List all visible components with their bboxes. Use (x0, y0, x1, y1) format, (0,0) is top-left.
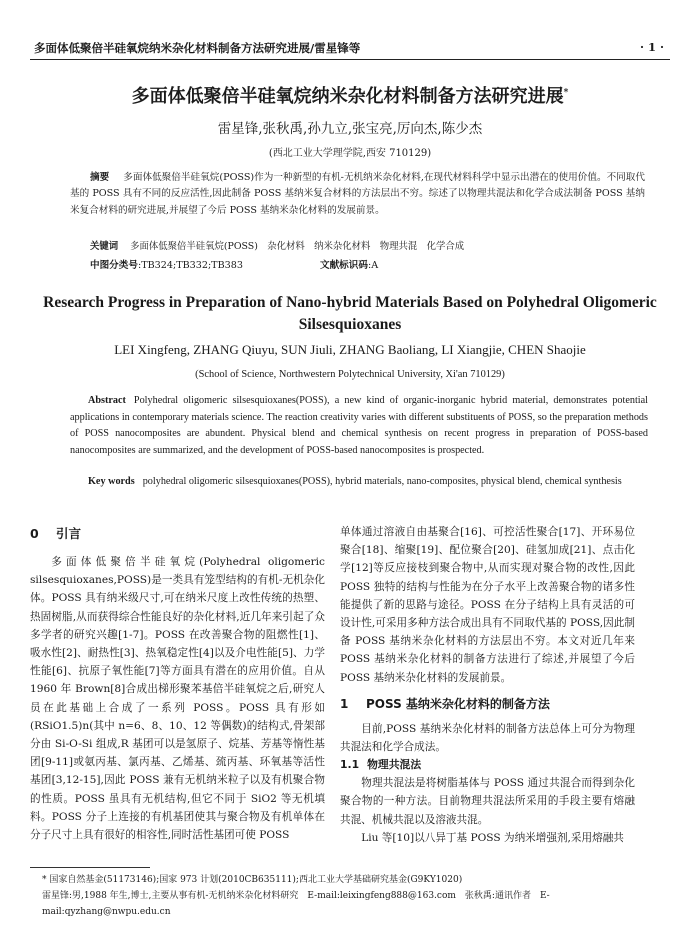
section-0-heading (30, 523, 325, 545)
keywords-cn (90, 238, 650, 252)
section-1-1-paragraph-1: 物理共混法是将树脂基体与 POSS 通过共混合而得到杂化聚合物的一种方法。目前物理共混法所采用的手段主要有熔融共混、机械共混以及溶液共混。 (340, 777, 635, 826)
section-1-title: POSS 基纳米杂化材料的制备方法 (366, 696, 550, 711)
keywords-en (70, 474, 648, 491)
page-number: · 1 · (639, 40, 664, 54)
abstract-en (70, 393, 648, 459)
section-1-1-number: 1.1 (340, 758, 360, 772)
abstract-cn (70, 170, 645, 219)
footnote-funding: * 国家自然基金(51173146);国家 973 计划(2010CB635111);西北工业大学基础研究基金(G9KY1020) (42, 875, 463, 885)
keywords-cn-label: 关键词 (90, 241, 119, 252)
classification-text: :TB324;TB332;TB383 (137, 260, 243, 271)
running-title: 多面体低聚倍半硅氧烷纳米杂化材料制备方法研究进展/雷星锋等 (34, 41, 361, 55)
left-column (30, 523, 325, 844)
section-1-1-title: 物理共混法 (367, 758, 422, 772)
abstract-en-label: Abstract (88, 395, 126, 406)
section-1-heading (340, 694, 635, 714)
affiliation-cn: (西北工业大学理学院,西安 710129) (268, 148, 432, 159)
document-code-text: :A (367, 260, 379, 271)
classification-cn (90, 257, 650, 271)
footnote (30, 872, 670, 920)
section-1-1-paragraph-2: Liu 等[10]以八异丁基 POSS 为纳米增强剂,采用熔融共 (361, 831, 624, 844)
abstract-en-text: Polyhedral oligomeric silsesquioxanes(POSS), a new kind of organic-inorganic hybrid material, demonstrates potential applications in contemporary materials science. The reaction creativity varies with different substituents of POSS, so the preparation methods of POSS nanocomposites are abundent. Physical blend and chemical synthesis on recent progress in preparation of POSS-based nanocomposites are summarized, and the development of POSS-based nanocomposites is prospected. (70, 395, 648, 456)
section-1-1-heading (340, 756, 635, 774)
section-1-number: 1 (340, 696, 349, 711)
authors-cn: 雷星锋,张秋禹,孙九立,张宝亮,厉向杰,陈少杰 (217, 121, 483, 137)
classification-label: 中图分类号 (90, 260, 138, 271)
title-cn (0, 82, 700, 108)
document-code (320, 257, 378, 271)
section-0-paragraph: 多面体低聚倍半硅氧烷(Polyhedral oligomeric silsesquioxanes,POSS)是一类具有笼型结构的有机-无机杂化体。POSS 具有纳米级尺寸,可在纳米尺度上改性传统的热塑、热固树脂,从而获得综合性能良好的杂化材料,近几年来引起了众多学者的研究兴趣[1-7]。POSS 在改善聚合物的阻燃性[1]、吸水性[2]、耐热性[3]、热氧稳定性[4]以及介电性能[5]、力学性能[6]、抗原子氧性能[7]等方面具有潜在的应用价值。自从 1960 年 Brown[8]合成出梯形聚苯基倍半硅氧烷之后,研究人员在此基础上合成了一系列 POSS。POSS 具有形如(RSiO1.5)n(其中 n=6、8、10、12 等偶数)的结构式,骨架部分由 Si-O-Si 组成,R 基团可以是氢原子、烷基、芳基等惰性基团[9-11]或氨丙基、氯丙基、乙烯基、巯丙基、环氧基等活性基团[3,12-15],因此 POSS 兼有无机纳米粒子以及有机聚合物的性质。POSS 虽具有无机结构,但它不同于 SiO2 等无机填料。POSS 分子上连接的有机基团使其与聚合物及有机单体在分子尺寸上具有很好的相容性,同时活性基团可使 POSS (30, 556, 325, 842)
footnote-author-info: 雷星锋:男,1988 年生,博士,主要从事有机-无机纳米杂化材料研究 E-mail:leixingfeng888@163.com 张秋禹:通讯作者 E-mail:qyzhang@nwpu.edu.cn (42, 891, 550, 917)
section-1-paragraph: 目前,POSS 基纳米杂化材料的制备方法总体上可分为物理共混法和化学合成法。 (340, 722, 635, 754)
keywords-en-text: polyhedral oligomeric silsesquioxanes(POSS), hybrid materials, nano-composites, physical blend, chemical synthesis (142, 476, 622, 487)
title-cn-mark: * (563, 88, 569, 98)
running-header (30, 40, 670, 60)
title-en: Research Progress in Preparation of Nano-hybrid Materials Based on Polyhedral Oligomeric Silsesquioxanes (43, 294, 657, 333)
keywords-en-label: Key words (88, 476, 135, 487)
section-0-number: 0 (30, 526, 39, 541)
abstract-cn-label: 摘要 (90, 172, 110, 183)
intro-continued-paragraph: 单体通过溶液自由基聚合[16]、可控活性聚合[17]、开环易位聚合[18]、缩聚[19]、配位聚合[20]、硅氢加成[21]、点击化学[12]等反应接枝到聚合物中,从而实现对聚合物的改性,因此 POSS 独特的结构与性能为在分子水平上改善聚合物的诸多性能提供了新的思路与途径。POSS 在分子结构上具有灵活的可设计性,可采用多种方法合成出具有不同取代基的 POSS,因此制备 POSS 基纳米杂化材料的方法层出不穷。本文对近几年来 POSS 基纳米杂化材料的制备方法进行了综述,并展望了今后 POSS 基纳米杂化材料的发展前景。 (340, 526, 635, 684)
footnote-rule (30, 867, 150, 868)
right-column (340, 523, 635, 847)
keywords-cn-text: 多面体低聚倍半硅氧烷(POSS) 杂化材料 纳米杂化材料 物理共混 化学合成 (130, 241, 465, 252)
document-code-label: 文献标识码 (320, 260, 368, 271)
affiliation-en: (School of Science, Northwestern Polytechnical University, Xi'an 710129) (195, 369, 505, 380)
section-0-title: 引言 (56, 526, 82, 541)
title-cn-text: 多面体低聚倍半硅氧烷纳米杂化材料制备方法研究进展 (131, 86, 564, 107)
authors-en: LEI Xingfeng, ZHANG Qiuyu, SUN Jiuli, ZHANG Baoliang, LI Xiangjie, CHEN Shaojie (114, 342, 586, 357)
abstract-cn-text: 多面体低聚倍半硅氧烷(POSS)作为一种新型的有机-无机纳米杂化材料,在现代材料科学中显示出潜在的使用价值。不同取代基的 POSS 具有不同的反应活性,因此制备 POSS 基纳米复合材料的方法层出不穷。综述了以物理共混法和化学合成法制备 POSS 基纳米复合材料的研究进展,并展望了今后 POSS 基纳米杂化材料的发展前景。 (70, 172, 646, 216)
